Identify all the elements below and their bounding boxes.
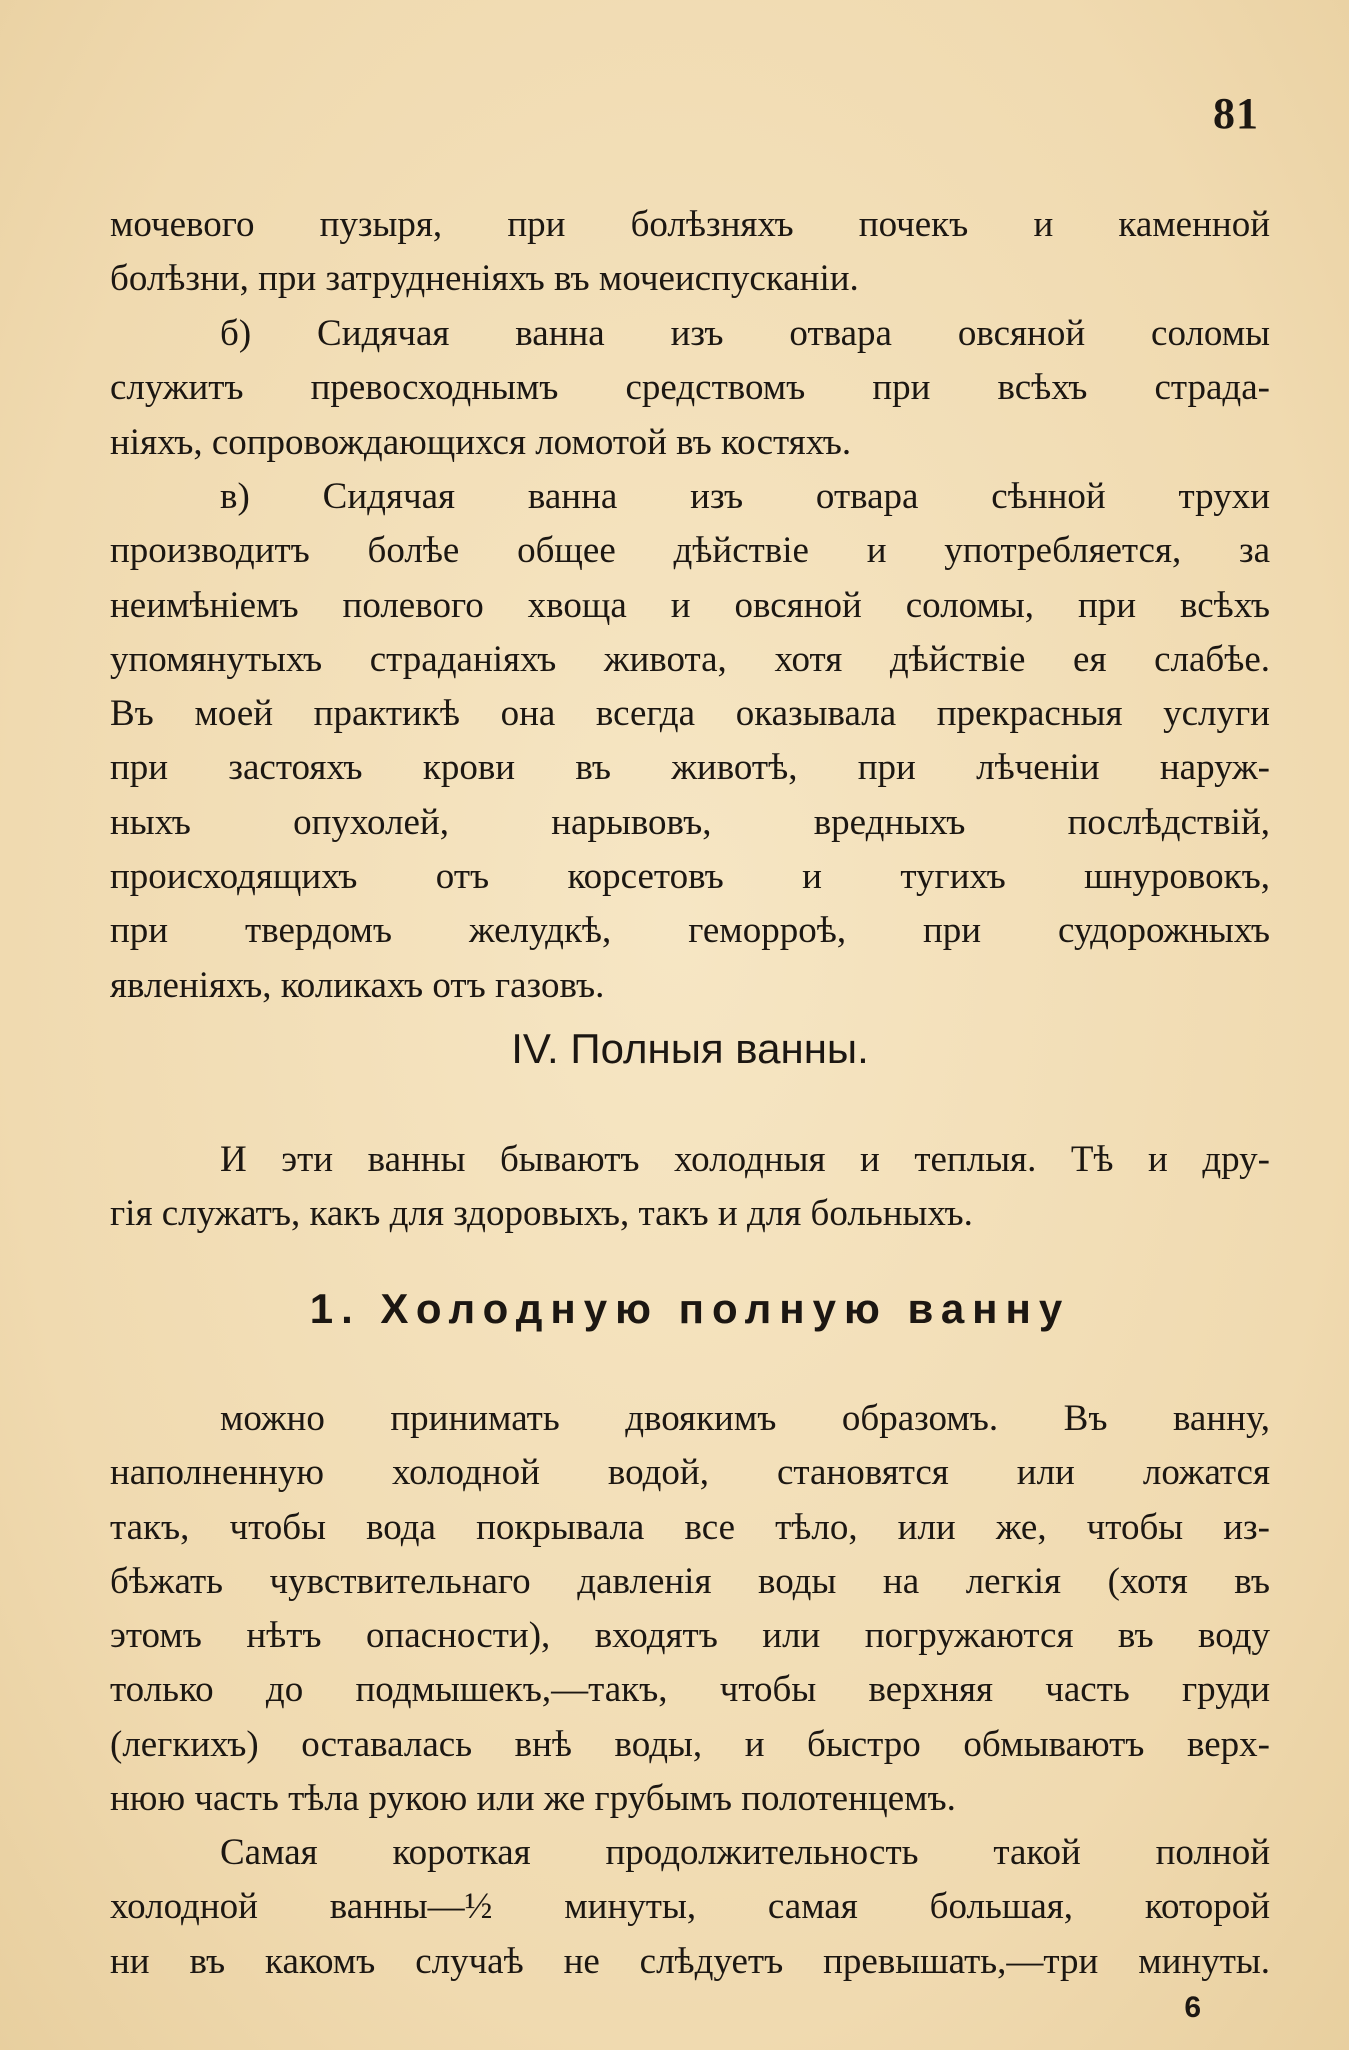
- signature-mark: 6: [1184, 1991, 1201, 2024]
- text-line: гія служатъ, какъ для здоровыхъ, такъ и для больныхъ.: [110, 1193, 973, 1235]
- page-number: 81: [1213, 89, 1259, 138]
- section-heading: IV. Полныя ванны.: [511, 1025, 869, 1072]
- text-line: холодной ванны—½ минуты, самая большая, которой: [110, 1886, 1270, 1928]
- text-line: можно принимать двоякимъ образомъ. Въ ванну,: [220, 1398, 1270, 1439]
- text-line: служитъ превосходнымъ средствомъ при всѣхъ страда-: [110, 367, 1270, 409]
- text-line: упомянутыхъ страданіяхъ живота, хотя дѣйствіе ея слабѣе.: [110, 638, 1270, 680]
- text-line: происходящихъ отъ корсетовъ и тугихъ шнуровокъ,: [110, 856, 1270, 898]
- text-line: при твердомъ желудкѣ, геморроѣ, при судорожныхъ: [110, 910, 1270, 952]
- text-line: неимѣніемъ полевого хвоща и овсяной соломы, при всѣхъ: [110, 584, 1270, 626]
- text-line: нюю часть тѣла рукою или же грубымъ полотенцемъ.: [110, 1778, 956, 1820]
- text-line: производитъ болѣе общее дѣйствіе и употребляется, за: [110, 530, 1270, 572]
- text-line: бѣжать чувствительнаго давленія воды на легкія (хотя въ: [110, 1560, 1270, 1602]
- text-line: б) Сидячая ванна изъ отвара овсяной соломы: [220, 313, 1270, 354]
- text-line: Самая короткая продолжительность такой полной: [220, 1832, 1270, 1873]
- text-line: ніяхъ, сопровождающихся ломотой въ костяхъ.: [110, 421, 852, 463]
- text-line: при застояхъ крови въ животѣ, при лѣченіи наруж-: [110, 747, 1270, 789]
- text-line: этомъ нѣтъ опасности), входятъ или погружаются въ воду: [110, 1615, 1270, 1657]
- text-line: ныхъ опухолей, нарывовъ, вредныхъ послѣдствій,: [110, 801, 1270, 843]
- subsection-heading: 1. Холодную полную ванну: [309, 1285, 1071, 1332]
- paragraph-intro: [110, 1133, 1270, 1242]
- paragraph-duration: [110, 1826, 1270, 1989]
- text-line: И эти ванны бываютъ холодныя и теплыя. Тѣ и дру-: [220, 1139, 1270, 1180]
- text-line: (легкихъ) оставалась внѣ воды, и быстро обмываютъ верх-: [110, 1723, 1270, 1765]
- paragraph-cold-bath: [110, 1392, 1270, 1826]
- paragraph-v: [110, 470, 1270, 1013]
- text-line: такъ, чтобы вода покрывала все тѣло, или же, чтобы из-: [110, 1506, 1270, 1548]
- text-line: Въ моей практикѣ она всегда оказывала прекрасныя услуги: [110, 693, 1270, 735]
- text-line: наполненную холодной водой, становятся или ложатся: [110, 1452, 1270, 1494]
- text-line: в) Сидячая ванна изъ отвара сѣнной трухи: [220, 476, 1270, 517]
- text-line: ни въ какомъ случаѣ не слѣдуетъ превышать,—три минуты.: [110, 1940, 1270, 1982]
- text-line: явленіяхъ, коликахъ отъ газовъ.: [110, 964, 605, 1006]
- paragraph-b: [110, 307, 1270, 470]
- text-line: болѣзни, при затрудненіяхъ въ мочеиспусканіи.: [110, 258, 859, 300]
- text-line: мочевого пузыря, при болѣзняхъ почекъ и каменной: [110, 204, 1270, 245]
- paragraph-continuation: [110, 198, 1270, 307]
- text-line: только до подмышекъ,—такъ, чтобы верхняя часть груди: [110, 1669, 1270, 1711]
